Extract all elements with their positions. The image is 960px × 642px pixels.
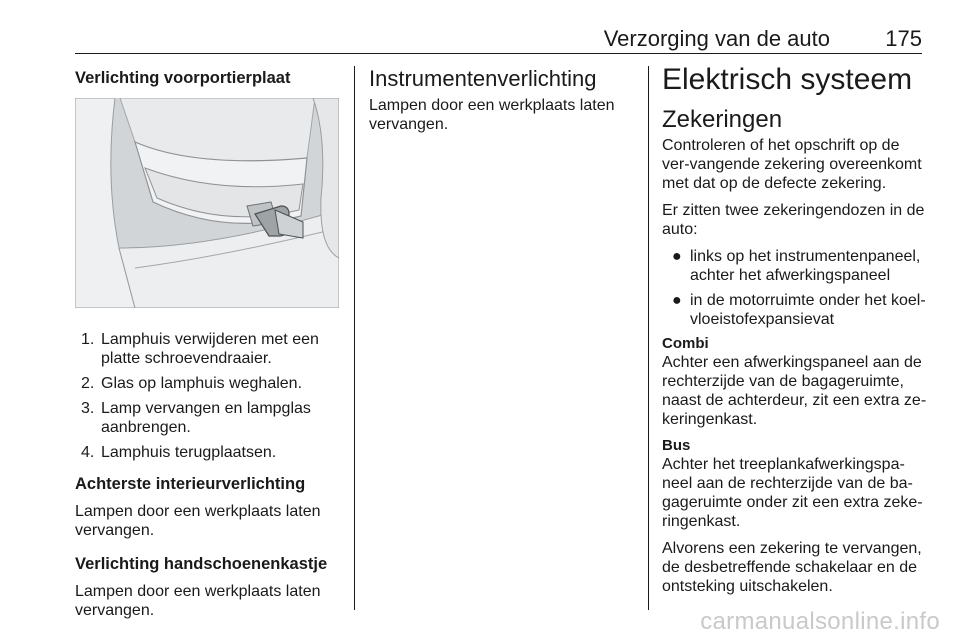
text-rear-interior-light: Lampen door een werkplaats laten vervangen. [75,503,321,539]
replacement-steps [75,330,345,462]
paragraph-two-fuse-boxes: Er zitten twee zekeringendozen in de auto: [662,202,925,238]
list-item: 3. Lamp vervangen en lampglas aanbrengen. [81,400,311,436]
column-divider-2 [648,66,649,610]
label-combi: Combi [662,335,709,352]
heading-door-sill-light: Verlichting voorportierplaat [75,69,291,87]
column-divider-1 [354,66,355,610]
column-middle [369,60,634,134]
list-item: 4. Lamphuis terugplaatsen. [81,444,277,461]
door-sill-lamp-drawing [75,98,339,308]
text-instrument-lighting: Lampen door een werkplaats laten vervangen. [369,97,615,133]
subsection-title: Zekeringen [662,106,783,133]
heading-rear-interior-light: Achterste interieurverlichting [75,475,306,493]
column-right [662,60,927,596]
paragraph-switch-off: Alvorens een zekering te vervangen, de desbetreffende schakelaar en de ontsteking uitschakelen. [662,540,922,595]
label-bus: Bus [662,437,691,454]
door-sill-lamp-illustration [75,98,339,308]
text-bus: Achter het treeplankafwerkingspa-neel aan de rechterzijde van de ba-gageruimte onder zit een extra zeke-ringenkast. [662,456,923,530]
list-item: 1. Lamphuis verwijderen met een platte schroevendraaier. [81,331,319,367]
watermark: carmanualsonline.info [700,608,940,635]
list-item: ● in de motorruimte onder het koel-vloeistofexpansievat [672,292,926,328]
list-item: ● links op het instrumentenpaneel, achter het afwerkingspaneel [672,248,921,284]
paragraph-check-fuse: Controleren of het opschrift op de ver-vangende zekering overeenkomt met dat op de defecte zekering. [662,137,922,192]
text-glovebox-light: Lampen door een werkplaats laten vervangen. [75,583,321,619]
heading-glovebox-light: Verlichting handschoenenkastje [75,555,328,573]
section-title: Elektrisch systeem [662,63,913,96]
column-left [75,60,345,620]
header-rule [75,53,922,54]
header-title: Verzorging van de auto [603,26,830,51]
list-item: 2. Glas op lamphuis weghalen. [81,375,303,392]
text-combi: Achter een afwerkingspaneel aan de rechterzijde van de bagageruimte, naast de achterdeur, zit een extra ze-keringenkast. [662,354,927,428]
fuse-box-locations [662,247,927,329]
page-number: 175 [885,26,922,51]
heading-instrument-lighting: Instrumentenverlichting [369,66,597,91]
